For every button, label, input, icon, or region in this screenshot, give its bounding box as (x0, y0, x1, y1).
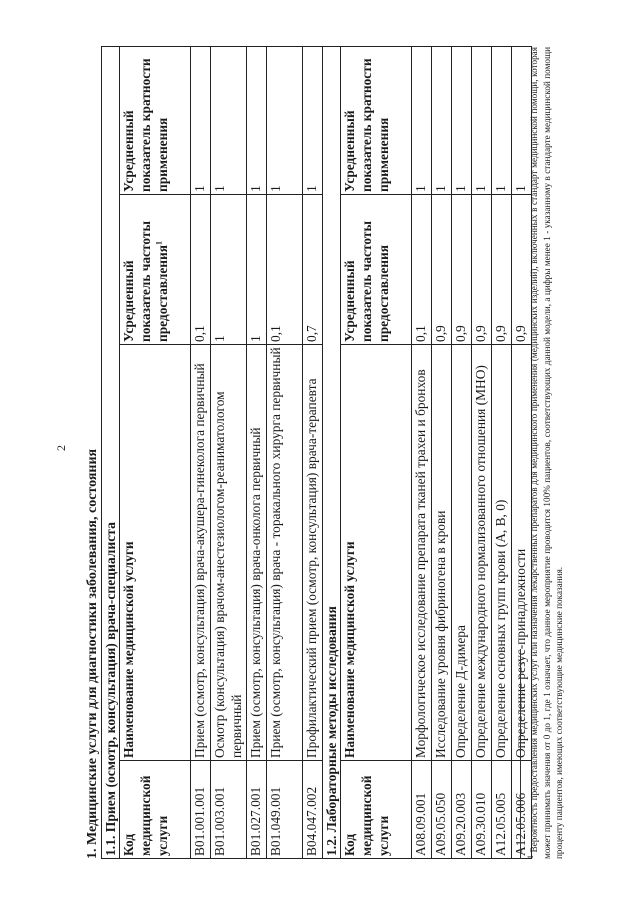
multiplicity-value: 1 (452, 47, 472, 195)
service-code: A09.05.050 (432, 761, 452, 859)
section-heading: 1. Медицинские услуги для диагностики заболевания, состояния (85, 448, 100, 859)
service-name: Прием (осмотр, консультация) врача - торакального хирурга первичный (267, 345, 303, 761)
footnote-mark: 1 (525, 855, 535, 859)
footnote (525, 47, 566, 859)
subsection-title-row (102, 47, 120, 859)
subsection-title-row (323, 47, 341, 859)
table-row (452, 47, 472, 859)
frequency-value: 0,1 (412, 195, 432, 345)
service-name: Исследование уровня фибриногена в крови (432, 345, 452, 761)
service-name: Прием (осмотр, консультация) врача-онколога первичный (247, 345, 267, 761)
footnote-text: Вероятность предоставления медицинских услуг или назначения лекарственных препаратов для медицинского применения (медицинских изделий), включенных в стандарт медицинской помощи, которая может принимать значения от 0 до 1, где 1 означает, что данное мероприятие проводится 100% пациентов, соответствующих данной модели, а цифры менее 1 - указанному в стандарте медицинской помощи проценту пациентов, имеющих соответствующие медицинские показания. (529, 47, 564, 859)
service-name: Определение международного нормализованного отношения (МНО) (472, 345, 492, 761)
table-row (191, 47, 211, 859)
frequency-value: 0,9 (452, 195, 472, 345)
footnote-divider (520, 649, 521, 859)
service-code: A09.20.003 (452, 761, 472, 859)
table-row (247, 47, 267, 859)
service-name: Определение основных групп крови (А, В, 0) (492, 345, 512, 761)
table-row (412, 47, 432, 859)
service-name: Определение резус-принадлежности (512, 345, 532, 761)
page-number: 2 (54, 445, 68, 451)
table-row (303, 47, 323, 859)
services-table (101, 46, 532, 859)
frequency-value: 1 (211, 195, 247, 345)
frequency-value: 1 (247, 195, 267, 345)
service-code: A12.05.006 (512, 761, 532, 859)
multiplicity-value: 1 (247, 47, 267, 195)
frequency-value: 0,9 (512, 195, 532, 345)
table-row (267, 47, 303, 859)
multiplicity-value: 1 (512, 47, 532, 195)
multiplicity-value: 1 (492, 47, 512, 195)
table-row (211, 47, 247, 859)
subsection-title: 1.2. Лабораторные методы исследования (323, 47, 341, 859)
multiplicity-value: 1 (432, 47, 452, 195)
service-name: Профилактический прием (осмотр, консультация) врача-терапевта (303, 345, 323, 761)
table-header-row (120, 47, 191, 859)
table-row (472, 47, 492, 859)
service-name: Прием (осмотр, консультация) врача-акушера-гинеколога первичный (191, 345, 211, 761)
table-header-row (341, 47, 412, 859)
multiplicity-value: 1 (267, 47, 303, 195)
service-code: B01.003.001 (211, 761, 247, 859)
rotated-document-content (84, 39, 604, 859)
table-row (492, 47, 512, 859)
service-name: Морфологическое исследование препарата тканей трахеи и бронхов (412, 345, 432, 761)
header-code: Код медицинской услуги (120, 761, 191, 859)
service-code: A09.30.010 (472, 761, 492, 859)
frequency-value: 0,1 (267, 195, 303, 345)
service-name: Осмотр (консультация) врачом-анестезиологом-реаниматологом первичный (211, 345, 247, 761)
multiplicity-value: 1 (211, 47, 247, 195)
header-multiplicity: Усредненный показатель кратности применения (341, 47, 412, 195)
multiplicity-value: 1 (303, 47, 323, 195)
service-code: A12.05.005 (492, 761, 512, 859)
multiplicity-value: 1 (191, 47, 211, 195)
service-name: Определение Д-димера (452, 345, 472, 761)
header-multiplicity: Усредненный показатель кратности применения (120, 47, 191, 195)
service-code: B01.027.001 (247, 761, 267, 859)
multiplicity-value: 1 (412, 47, 432, 195)
header-code: Код медицинской услуги (341, 761, 412, 859)
frequency-value: 0,7 (303, 195, 323, 345)
header-name: Наименование медицинской услуги (120, 345, 191, 761)
frequency-value: 0,9 (472, 195, 492, 345)
frequency-value: 0,1 (191, 195, 211, 345)
service-code: B01.049.001 (267, 761, 303, 859)
frequency-value: 0,9 (492, 195, 512, 345)
table-row (432, 47, 452, 859)
footnote-marker: 1 (154, 241, 164, 246)
header-frequency-text: Усредненный показатель частоты предоставления (121, 221, 170, 342)
header-frequency: Усредненный показатель частоты предоставления (341, 195, 412, 345)
frequency-value: 0,9 (432, 195, 452, 345)
service-code: B04.047.002 (303, 761, 323, 859)
subsection-title: 1.1. Прием (осмотр, консультация) врача-специалиста (102, 47, 120, 859)
header-name: Наименование медицинской услуги (341, 345, 412, 761)
multiplicity-value: 1 (472, 47, 492, 195)
service-code: B01.001.001 (191, 761, 211, 859)
header-frequency (120, 195, 191, 345)
service-code: A08.09.001 (412, 761, 432, 859)
